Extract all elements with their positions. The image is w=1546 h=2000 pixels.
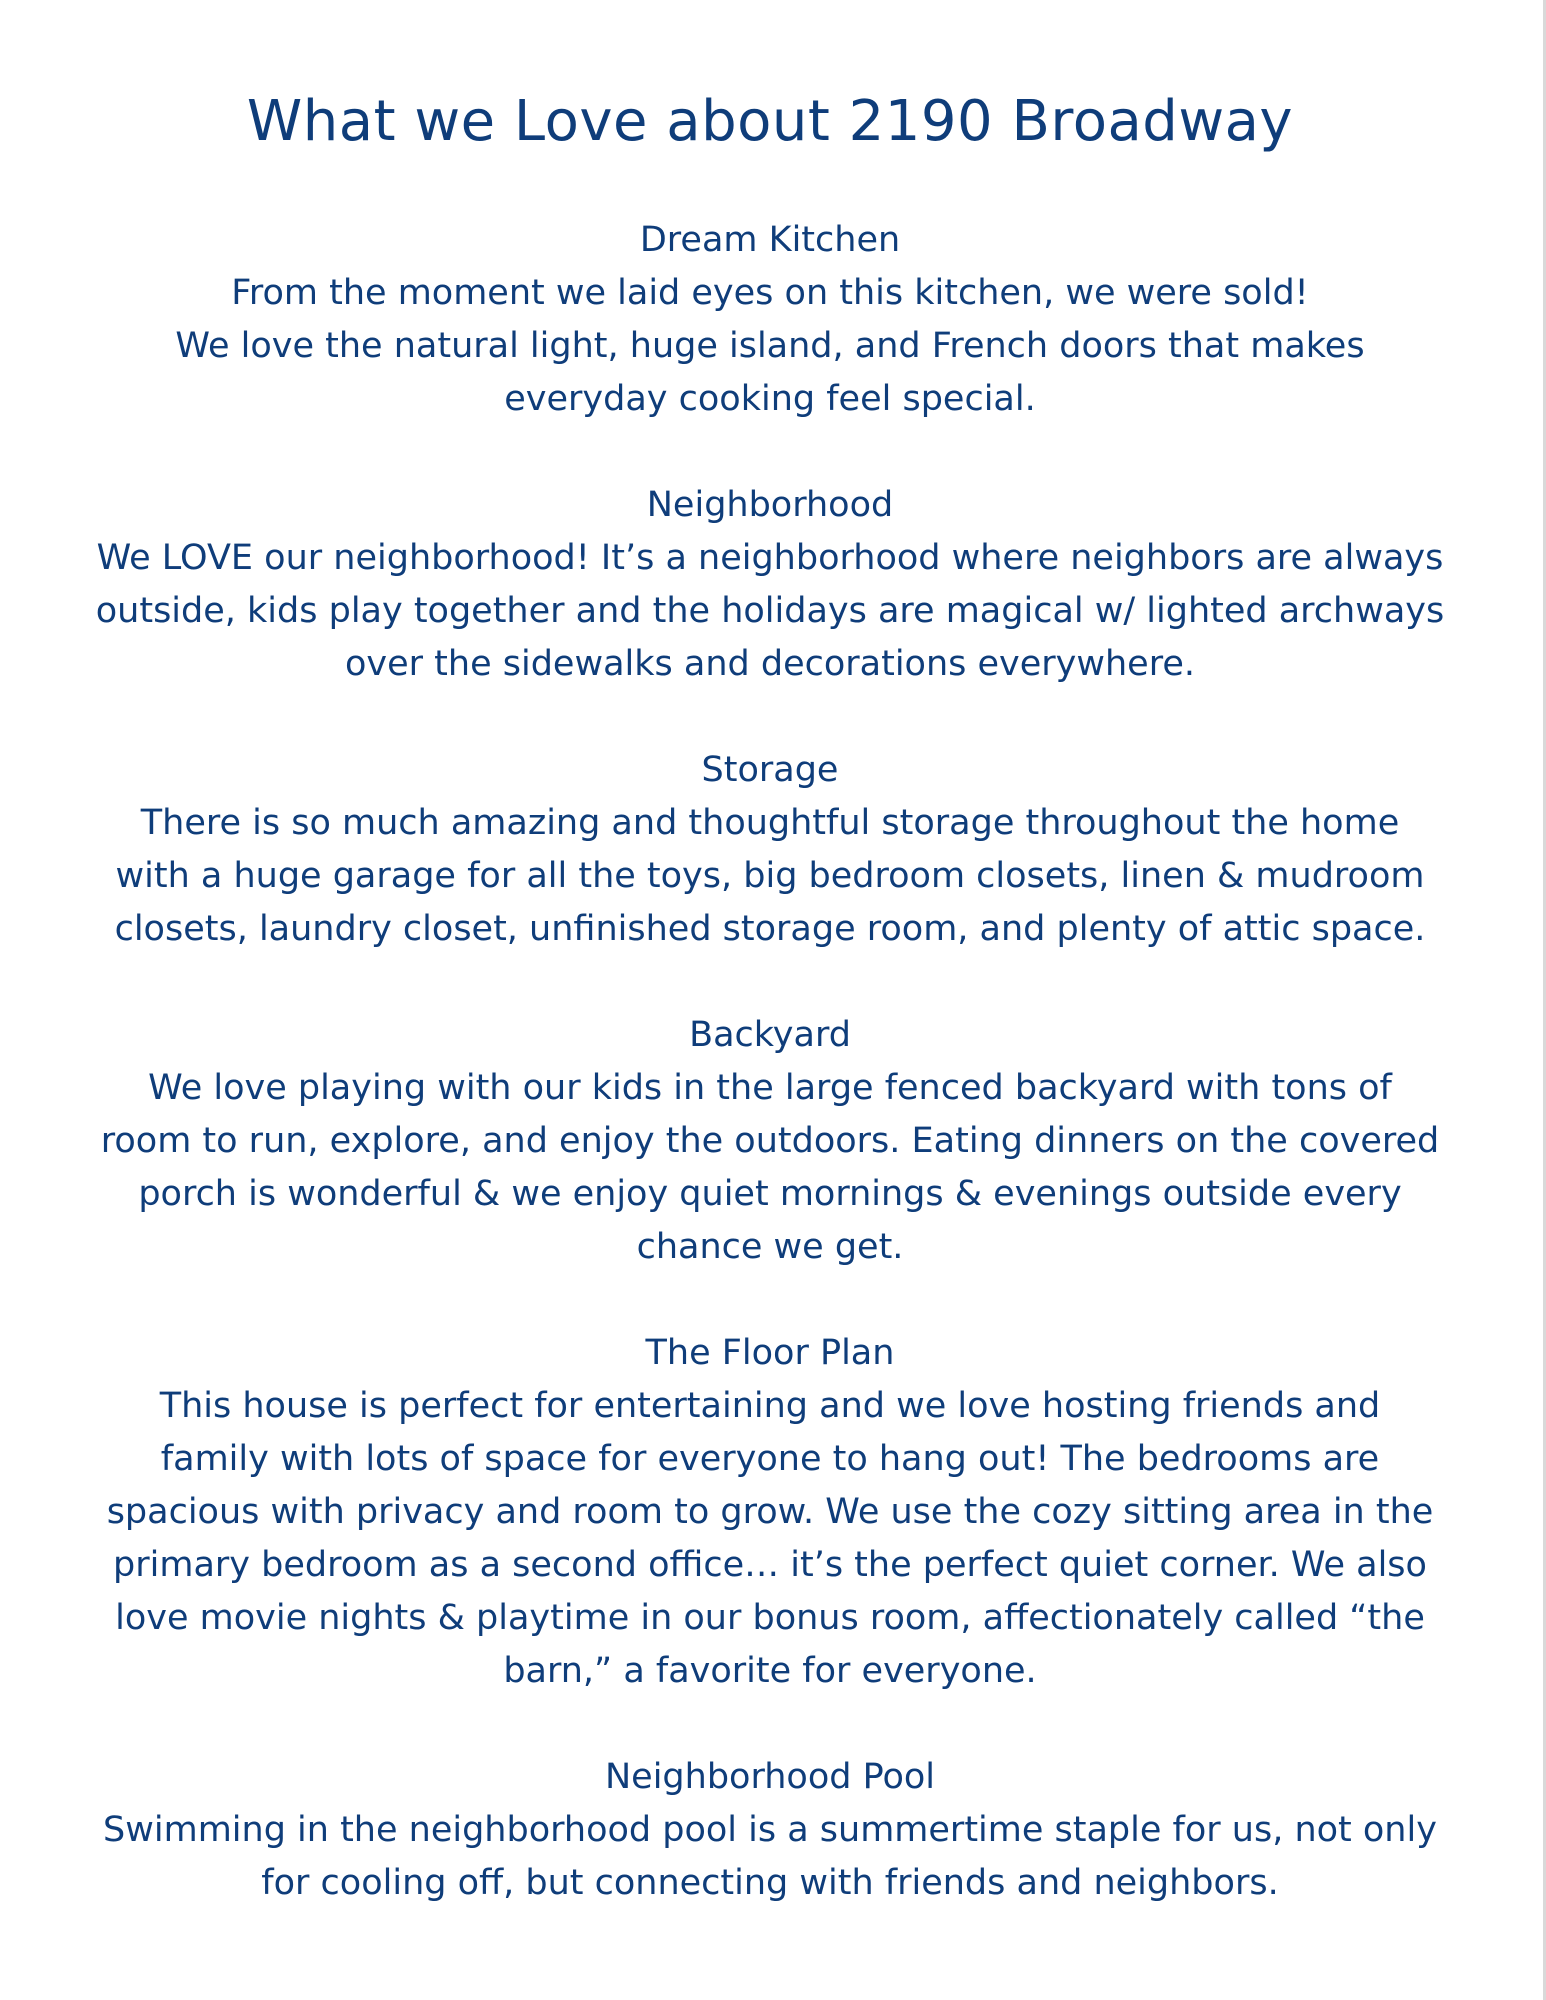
section-text-line: with a huge garage for all the toys, big bedroom closets, linen & mudroom <box>115 856 1425 896</box>
section-text-line: for cooling off, but connecting with friends and neighbors. <box>261 1863 1279 1903</box>
section-heading: The Floor Plan <box>645 1333 895 1373</box>
section-backyard <box>40 1009 1500 1274</box>
section-text-line: over the sidewalks and decorations everywhere. <box>345 644 1195 684</box>
section-heading: Neighborhood <box>646 485 894 525</box>
section-text-line: barn,” a favorite for everyone. <box>503 1651 1037 1691</box>
section-text-line: We love the natural light, huge island, and French doors that makes <box>175 326 1365 366</box>
section-text-line: family with lots of space for everyone to hang out! The bedrooms are <box>160 1439 1380 1479</box>
section-neighborhood <box>40 479 1500 691</box>
section-text-line: love movie nights & playtime in our bonus room, affectionately called “the <box>115 1598 1425 1638</box>
section-text-line: spacious with privacy and room to grow. We use the cozy sitting area in the <box>106 1492 1434 1532</box>
section-floor-plan <box>40 1327 1500 1698</box>
section-dream-kitchen <box>40 214 1500 426</box>
section-text-line: everyday cooking feel special. <box>504 379 1036 419</box>
section-text-line: outside, kids play together and the holidays are magical w/ lighted archways <box>95 591 1445 631</box>
section-text-line: We love playing with our kids in the large fenced backyard with tons of <box>148 1068 1392 1108</box>
section-text-line: From the moment we laid eyes on this kitchen, we were sold! <box>231 273 1309 313</box>
section-neighborhood-pool <box>40 1751 1500 1910</box>
section-text-line: room to run, explore, and enjoy the outdoors. Eating dinners on the covered <box>100 1121 1440 1161</box>
section-text-line: This house is perfect for entertaining and we love hosting friends and <box>159 1386 1381 1426</box>
section-heading: Backyard <box>689 1015 851 1055</box>
section-text-line: We LOVE our neighborhood! It’s a neighborhood where neighbors are always <box>96 538 1444 578</box>
section-text-line: porch is wonderful & we enjoy quiet mornings & evenings outside every <box>138 1174 1402 1214</box>
section-heading: Dream Kitchen <box>639 220 901 260</box>
section-text-line: There is so much amazing and thoughtful storage throughout the home <box>140 803 1400 843</box>
section-heading: Storage <box>701 750 839 790</box>
section-text-line: closets, laundry closet, unfinished storage room, and plenty of attic space. <box>114 909 1426 949</box>
section-heading: Neighborhood Pool <box>604 1757 935 1797</box>
document-page <box>40 0 1500 1963</box>
section-text-line: primary bedroom as a second office… it’s the perfect quiet corner. We also <box>113 1545 1427 1585</box>
sections-list <box>40 214 1500 1910</box>
section-storage <box>40 744 1500 956</box>
section-text-line: Swimming in the neighborhood pool is a summertime staple for us, not only <box>103 1810 1437 1850</box>
document-title: What we Love about 2190 Broadway <box>246 89 1294 154</box>
section-text-line: chance we get. <box>636 1227 904 1267</box>
